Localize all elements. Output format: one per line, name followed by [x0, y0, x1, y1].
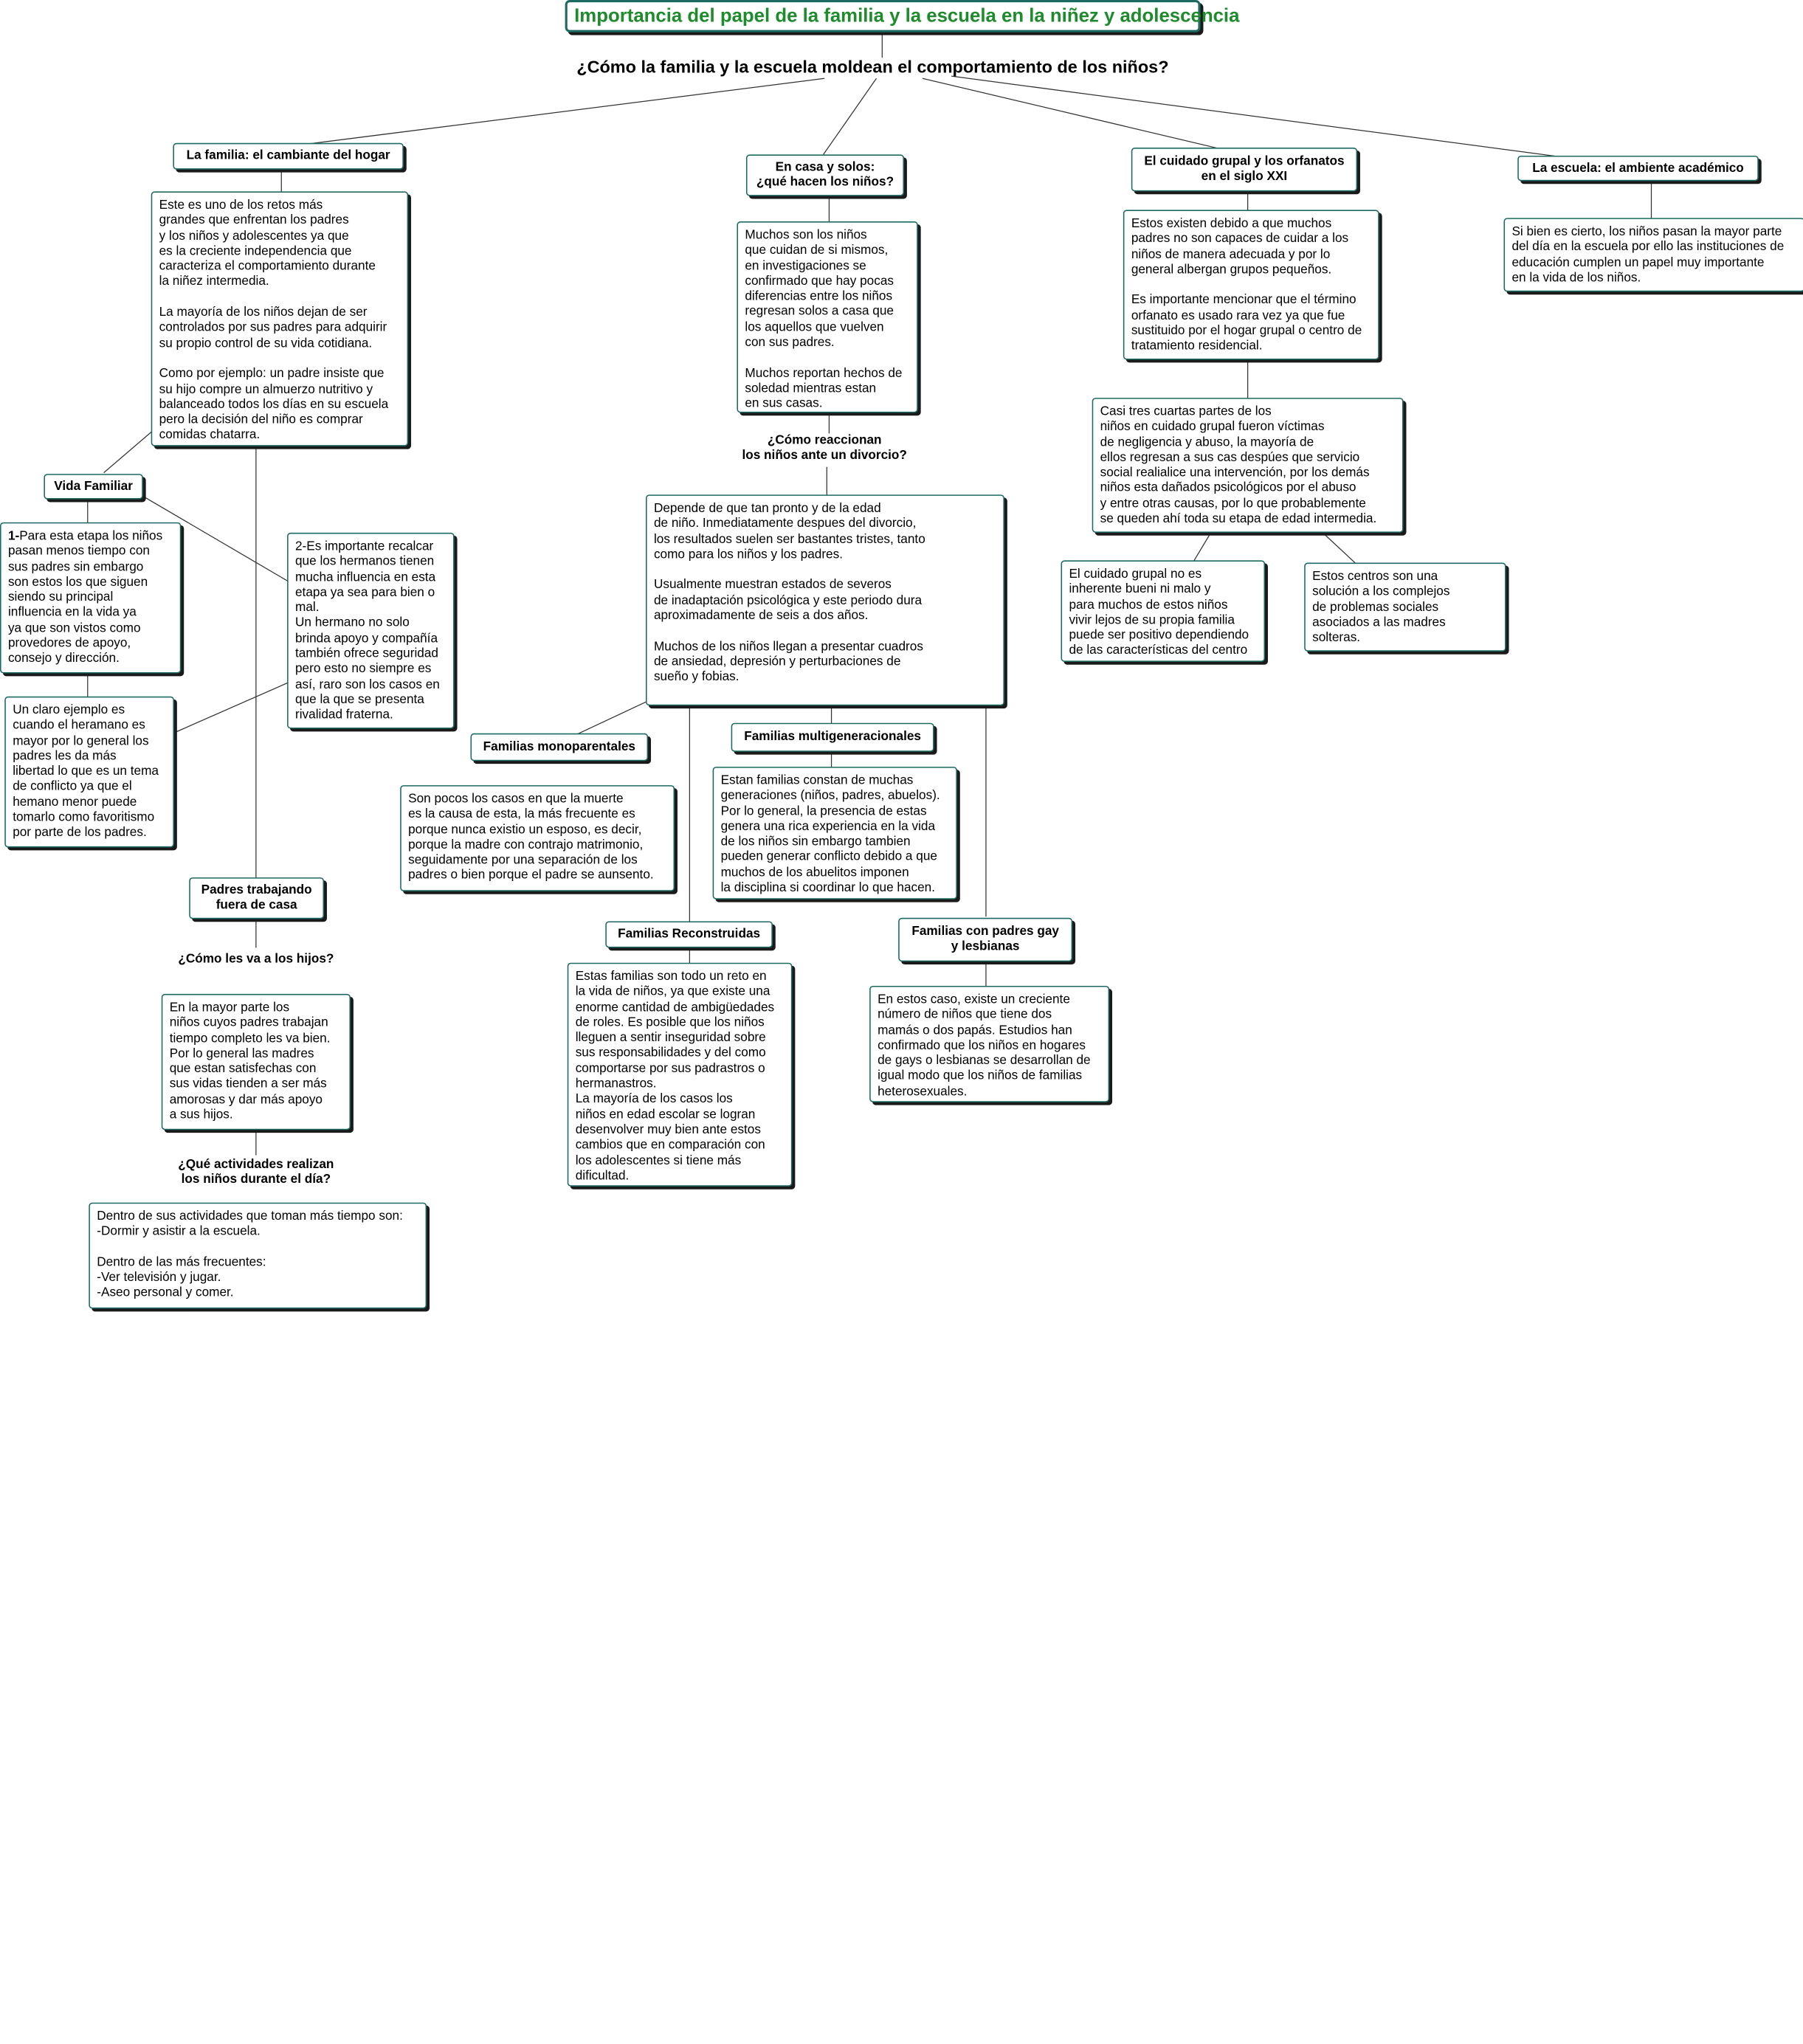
node-familias-multigeneracionales: Familias multigeneracionales: [731, 723, 934, 752]
node-padres-trabajando: Padres trabajando fuera de casa: [189, 877, 324, 919]
point-1-text: Para esta etapa los niños pasan menos tiempo con sus padres sin embargo son estos los que siguen siendo su principal influencia en la vida ya ya que son vistos como provedores de apoyo, consejo y dirección.: [8, 529, 162, 666]
divorcio-text: Depende de que tan pronto y de la edad de niño. Inmediatamente despues del divorcio, los resultados suelen ser bastantes tristes, tanto como para los niños y los padres. Usualmente muestran estados de severos de inadaptación psicológica y este periodo dura aproximadamente de seis a dos años. Muchos de los niños llegan a presentar cuadros de ansiedad, depresión y perturbaciones de sueño y fobias.: [646, 494, 1004, 705]
node-cuidado-grupal: El cuidado grupal y los orfanatos en el siglo XXI: [1131, 148, 1357, 191]
node-familias-monoparentales: Familias monoparentales: [471, 733, 649, 762]
vida-familiar-example: Un claro ejemplo es cuando el heramano es mayor por lo general los padres les da más libertad lo que es un tema de conflicto ya que el hemano menor puede tomarlo como favoritismo por parte de los padres.: [4, 697, 174, 848]
padres-trabajando-answer: En la mayor parte los niños cuyos padres trabajan tiempo completo les va bien. Por lo general las madres que estan satisfechas con sus vidas tienden a ser más amorosas y dar más apoyo a sus hijos.: [162, 994, 351, 1130]
cuidado-text-4: Estos centros son una solución a los complejos de problemas sociales asociados a las madres solteras.: [1304, 563, 1506, 652]
gay-lesbianas-text: En estos caso, existe un creciente número de niños que tiene dos mamás o dos papás. Estudios han confirmado que los niños en hogares de gays o lesbianas se desarrollan de igual modo que los niños de familias heterosexuales.: [869, 986, 1109, 1102]
en-casa-text: Muchos son los niños que cuidan de si mismos, en investigaciones se confirmado que hay pocas diferencias entre los niños regresan solos a casa que los aquellos que vuelven con sus padres. Muchos reportan hechos de soledad mientras estan en sus casas.: [737, 221, 917, 412]
map-title: Importancia del papel de la familia y la escuela en la niñez y adolescencia: [565, 0, 1201, 32]
vida-familiar-point-2: 2-Es importante recalcar que los hermanos tienen mucha influencia en esta etapa ya sea para bien o mal. Un hermano no solo brinda apoyo y compañía también ofrece seguridad pero esto no siempre es así, raro son los casos en que la que se presenta rivalidad fraterna.: [287, 533, 455, 729]
escuela-text: Si bien es cierto, los niños pasan la mayor parte del día en la escuela por ello las instituciones de educación cumplen un papel muy importante en la vida de los niños.: [1504, 218, 1803, 291]
question-divorcio: ¿Cómo reaccionan los niños ante un divorcio?: [715, 434, 934, 464]
node-la-familia: La familia: el cambiante del hogar: [173, 143, 404, 170]
familia-text: Este es uno de los retos más grandes que enfrentan los padres y los niños y adolescentes ya que es la creciente independencia que caracteriza el comportamiento durante la niñez intermedia. La mayoría de los niños dejan de ser controlados por sus padres para adquirir su propio control de su vida cotidiana. Como por ejemplo: un padre insiste que su hijo compre un almuerzo nutritivo y balanceado todos los días en su escuela pero la decisión del niño es comprar comidas chatarra.: [151, 191, 408, 446]
node-familias-reconstruidas: Familias Reconstruidas: [605, 921, 773, 947]
node-la-escuela: La escuela: el ambiente académico: [1517, 156, 1759, 181]
node-vida-familiar: Vida Familiar: [44, 474, 142, 499]
node-en-casa: En casa y solos: ¿qué hacen los niños?: [746, 154, 904, 196]
multigeneracionales-text: Estan familias constan de muchas generaciones (niños, padres, abuelos). Por lo general, la presencia de estas genera una rica experiencia en la vida de los niños sin embargo tambien pueden generar conflicto debido a que muchos de los abuelitos imponen la disciplina si coordinar lo que hacen.: [713, 767, 957, 900]
cuidado-text-2: Casi tres cuartas partes de los niños en cuidado grupal fueron víctimas de negligencia y abuso, la mayoría de ellos regresan a sus cas despúes que servicio social realialice una intervención, por los demás niños esta dañados psicológicos por el abuso y entre otras causas, por lo que probablemente se queden ahí toda su etapa de edad intermedia.: [1092, 398, 1404, 533]
reconstruidas-text: Estas familias son todo un reto en la vida de niños, ya que existe una enorme cantidad de ambigüedades de roles. Es posible que los niños lleguen a sentir inseguridad sobre sus responsabilidades y del como comportarse por sus padrastros o hermanastros. La mayoría de los casos los niños en edad escolar se logran desenvolver muy bien ante estos cambios que en comparación con los adolescentes si tiene más dificultad.: [568, 963, 793, 1187]
main-question: ¿Cómo la familia y la escuela moldean el comportamiento de los niños?: [576, 58, 1168, 78]
node-familias-gay-lesbianas: Familias con padres gay y lesbianas: [898, 918, 1072, 961]
cuidado-text-3: El cuidado grupal no es inherente bueni ni malo y para muchos de estos niños vivir lejos de su propia familia puede ser positivo dependiendo de las características del centro: [1061, 560, 1266, 662]
question-como-les-va: ¿Cómo les va a los hijos?: [150, 953, 362, 967]
vida-familiar-point-1: [0, 522, 181, 674]
question-actividades: ¿Qué actividades realizan los niños durante el día?: [150, 1158, 362, 1188]
cuidado-text-1: Estos existen debido a que muchos padres no son capaces de cuidar a los niños de manera adecuada y por lo general albergan grupos pequeños. Es importante mencionar que el término orfanato es usado rara vez ya que fue sustituido por el hogar grupal o centro de tratamiento residencial.: [1123, 210, 1379, 359]
monoparentales-text: Son pocos los casos en que la muerte es la causa de esta, la más frecuente es porque nunca existio un esposo, es decir, porque la madre con contrajo matrimonio, seguidamente por una separación de los padres o bien porque el padre se aunsento.: [400, 785, 675, 891]
actividades-answer: Dentro de sus actividades que toman más tiempo son: -Dormir y asistir a la escuela. Dentro de las más frecuentes: -Ver televisión y jugar. -Aseo personal y comer.: [89, 1203, 427, 1309]
point-1-number: 1-: [8, 529, 19, 543]
